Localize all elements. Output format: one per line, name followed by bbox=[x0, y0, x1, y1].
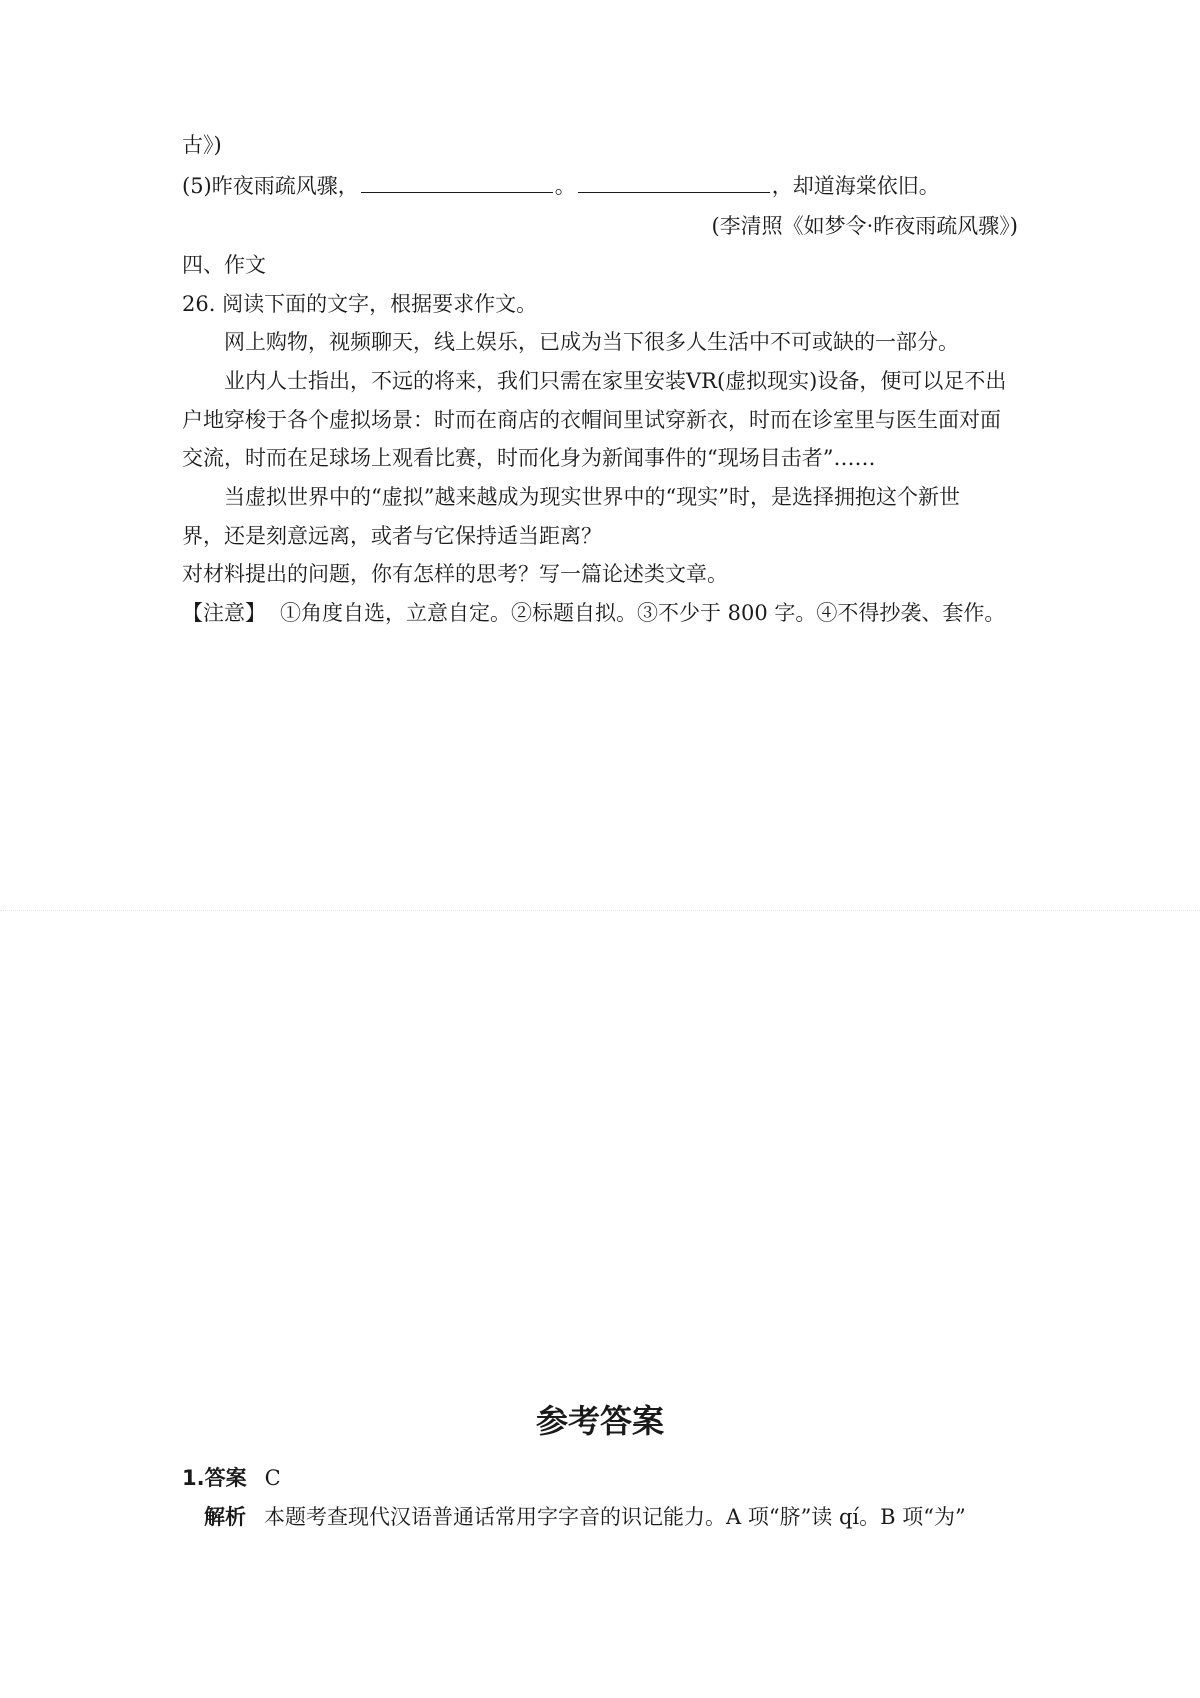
continuation-line: 古》) bbox=[182, 133, 222, 157]
q5-mid: 。 bbox=[554, 174, 576, 198]
answer-1-label: 1.答案 bbox=[182, 1466, 247, 1490]
page-break-divider bbox=[0, 910, 1200, 911]
question-26: 26. 阅读下面的文字，根据要求作文。 bbox=[182, 292, 538, 316]
q5-end: ，却道海棠依旧。 bbox=[771, 174, 940, 198]
analysis-line bbox=[204, 1503, 966, 1531]
note-text: ①角度自选，立意自定。②标题自拟。③不少于 800 字。④不得抄袭、套作。 bbox=[280, 601, 1006, 625]
answer-1-value: C bbox=[264, 1466, 281, 1490]
paragraph-1: 网上购物，视频聊天，线上娱乐，已成为当下很多人生活中不可或缺的一部分。 bbox=[224, 330, 959, 354]
writing-prompt: 对材料提出的问题，你有怎样的思考？写一篇论述类文章。 bbox=[182, 562, 728, 586]
paragraph-3-line-2: 界，还是刻意远离，或者与它保持适当距离？ bbox=[182, 524, 602, 548]
blank-2[interactable] bbox=[578, 172, 770, 193]
analysis-label: 解析 bbox=[204, 1505, 246, 1529]
analysis-text: 本题考查现代汉语普通话常用字字音的识记能力。A 项“脐”读 qí。B 项“为” bbox=[264, 1505, 966, 1529]
question-5 bbox=[182, 172, 940, 200]
blank-1[interactable] bbox=[361, 172, 553, 193]
note-line bbox=[182, 599, 1005, 627]
paragraph-2-line-2: 户地穿梭于各个虚拟场景：时而在商店的衣帽间里试穿新衣，时而在诊室里与医生面对面 bbox=[182, 408, 1001, 432]
paragraph-3-line-1: 当虚拟世界中的“虚拟”越来越成为现实世界中的“现实”时，是选择拥抱这个新世 bbox=[224, 485, 960, 509]
answers-heading: 参考答案 bbox=[535, 1402, 664, 1440]
note-label: 【注意】 bbox=[182, 601, 266, 625]
q5-source: (李清照《如梦令·昨夜雨疏风骤》) bbox=[711, 214, 1018, 238]
section-heading-composition: 四、作文 bbox=[182, 253, 266, 277]
paragraph-2-line-1: 业内人士指出，不远的将来，我们只需在家里安装VR(虚拟现实)设备，便可以足不出 bbox=[224, 369, 1007, 393]
paragraph-2-line-3: 交流，时而在足球场上观看比赛，时而化身为新闻事件的“现场目击者”…… bbox=[182, 446, 876, 470]
answer-1 bbox=[182, 1464, 281, 1492]
q5-start: (5)昨夜雨疏风骤， bbox=[182, 174, 359, 198]
